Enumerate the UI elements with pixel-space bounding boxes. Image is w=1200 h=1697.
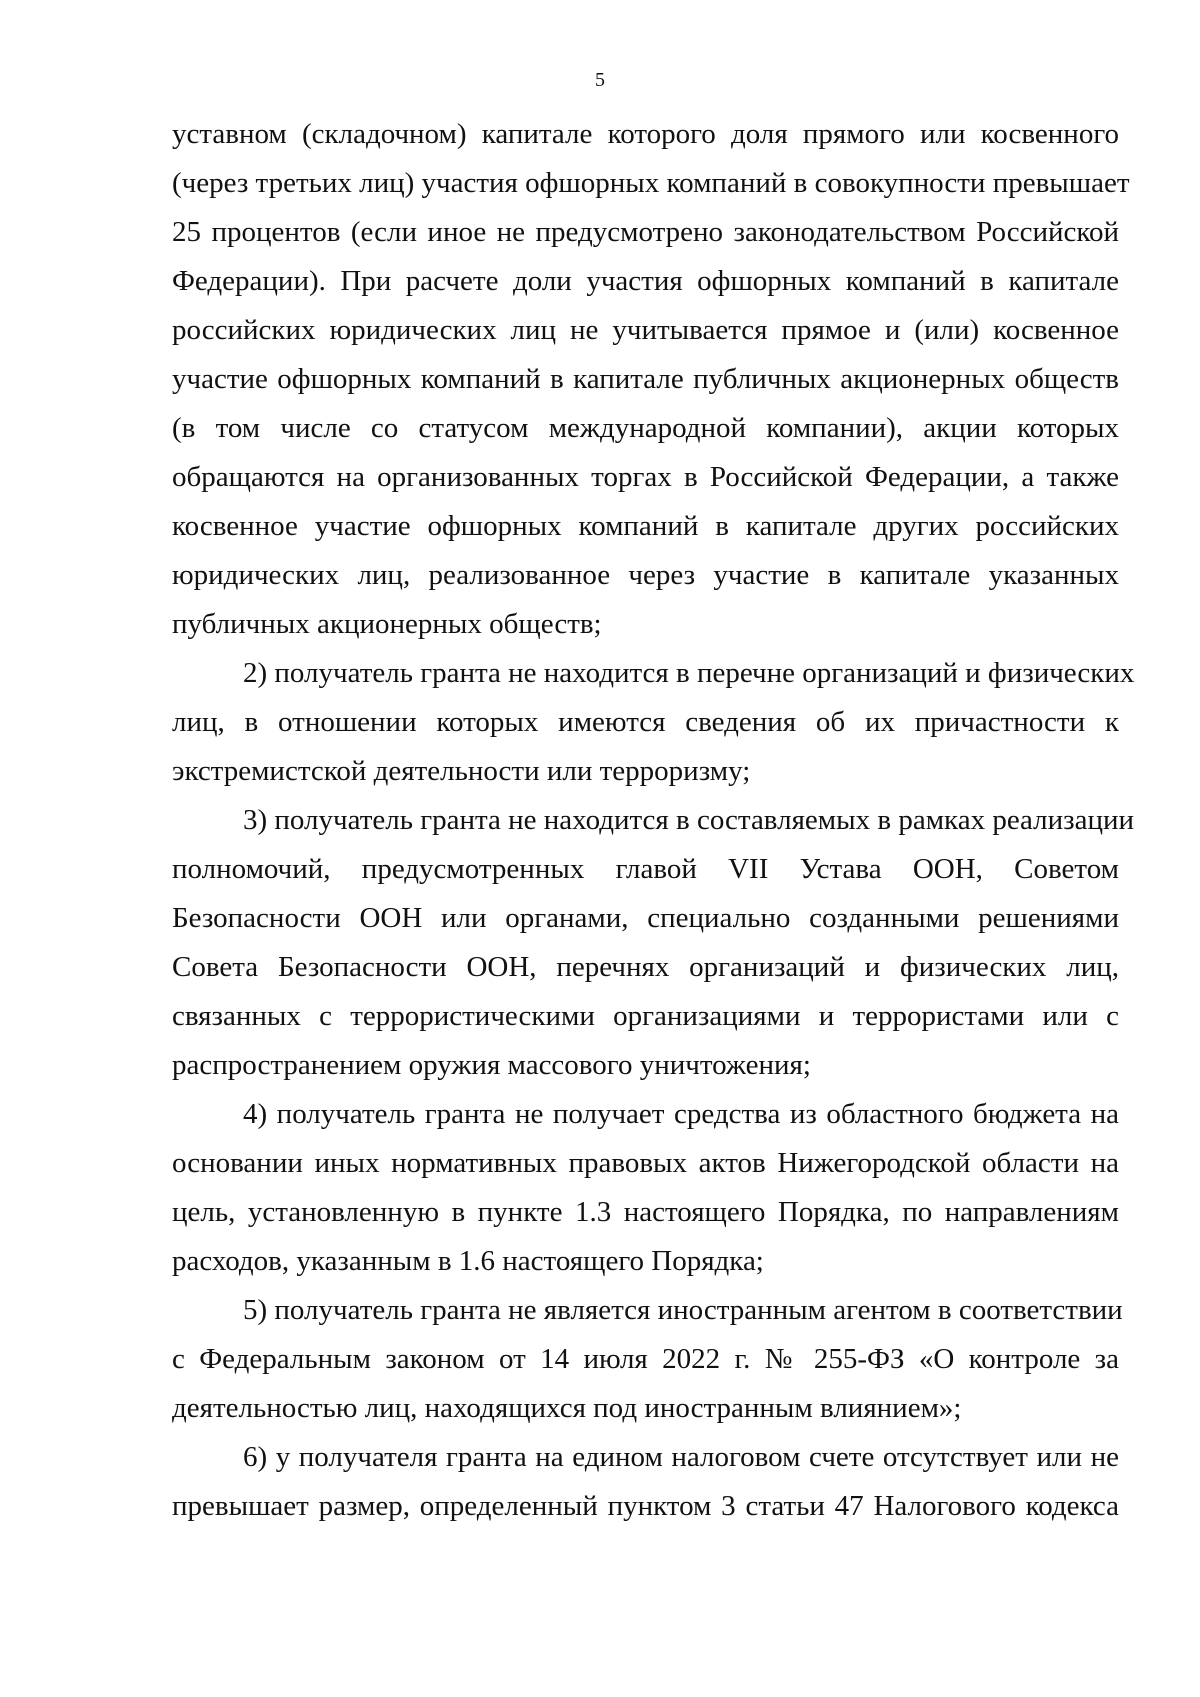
text-line: расходов, указанным в 1.6 настоящего Порядка; [172,1245,764,1277]
text-line: участие офшорных компаний в капитале публичных акционерных обществ [172,363,1119,395]
document-body [172,110,1135,1531]
text-line: Совета Безопасности ООН, перечнях организаций и физических лиц, [172,951,1119,983]
text-line: уставном (складочном) капитале которого доля прямого или косвенного [172,118,1119,150]
text-line: (в том числе со статусом международной компании), акции которых [172,412,1119,444]
text-line: связанных с террористическими организациями и террористами или с [172,1000,1119,1032]
text-line: юридических лиц, реализованное через участие в капитале указанных [172,559,1119,591]
text-line: 5) получатель гранта не является иностранным агентом в соответствии [243,1294,1123,1326]
list-item-4 [172,1090,1119,1286]
text-line: российских юридических лиц не учитывается прямое и (или) косвенное [172,314,1119,346]
text-line: основании иных нормативных правовых актов Нижегородской области на [172,1147,1119,1179]
list-item-5 [172,1286,1123,1433]
list-item-2 [172,649,1135,796]
text-line: публичных акционерных обществ; [172,608,602,640]
text-line: 3) получатель гранта не находится в составляемых в рамках реализации [243,804,1135,836]
page-number: 5 [595,69,605,91]
text-line: цель, установленную в пункте 1.3 настоящего Порядка, по направлениям [172,1196,1119,1228]
text-line: деятельностью лиц, находящихся под иностранным влиянием»; [172,1392,962,1424]
text-line: 4) получатель гранта не получает средства из областного бюджета на [243,1098,1119,1130]
paragraph-continuation [172,110,1130,649]
text-line: Федерации). При расчете доли участия офшорных компаний в капитале [172,265,1119,297]
list-item-3 [172,796,1135,1090]
text-line: с Федеральным законом от 14 июля 2022 г. № 255-ФЗ «О контроле за [172,1343,1119,1375]
text-line: экстремистской деятельности или терроризму; [172,755,751,787]
text-line: обращаются на организованных торгах в Российской Федерации, а также [172,461,1119,493]
text-line: превышает размер, определенный пунктом 3 статьи 47 Налогового кодекса [172,1490,1119,1522]
text-line: лиц, в отношении которых имеются сведения об их причастности к [172,706,1119,738]
text-line: косвенное участие офшорных компаний в капитале других российских [172,510,1119,542]
text-line: 6) у получателя гранта на едином налоговом счете отсутствует или не [243,1441,1119,1473]
text-line: (через третьих лиц) участия офшорных компаний в совокупности превышает [172,167,1130,199]
text-line: 25 процентов (если иное не предусмотрено законодательством Российской [172,216,1119,248]
text-line: 2) получатель гранта не находится в перечне организаций и физических [243,657,1135,689]
text-line: распространением оружия массового уничтожения; [172,1049,811,1081]
list-item-6 [172,1433,1119,1531]
text-line: полномочий, предусмотренных главой VII Устава ООН, Советом [172,853,1119,885]
text-line: Безопасности ООН или органами, специально созданными решениями [172,902,1119,934]
